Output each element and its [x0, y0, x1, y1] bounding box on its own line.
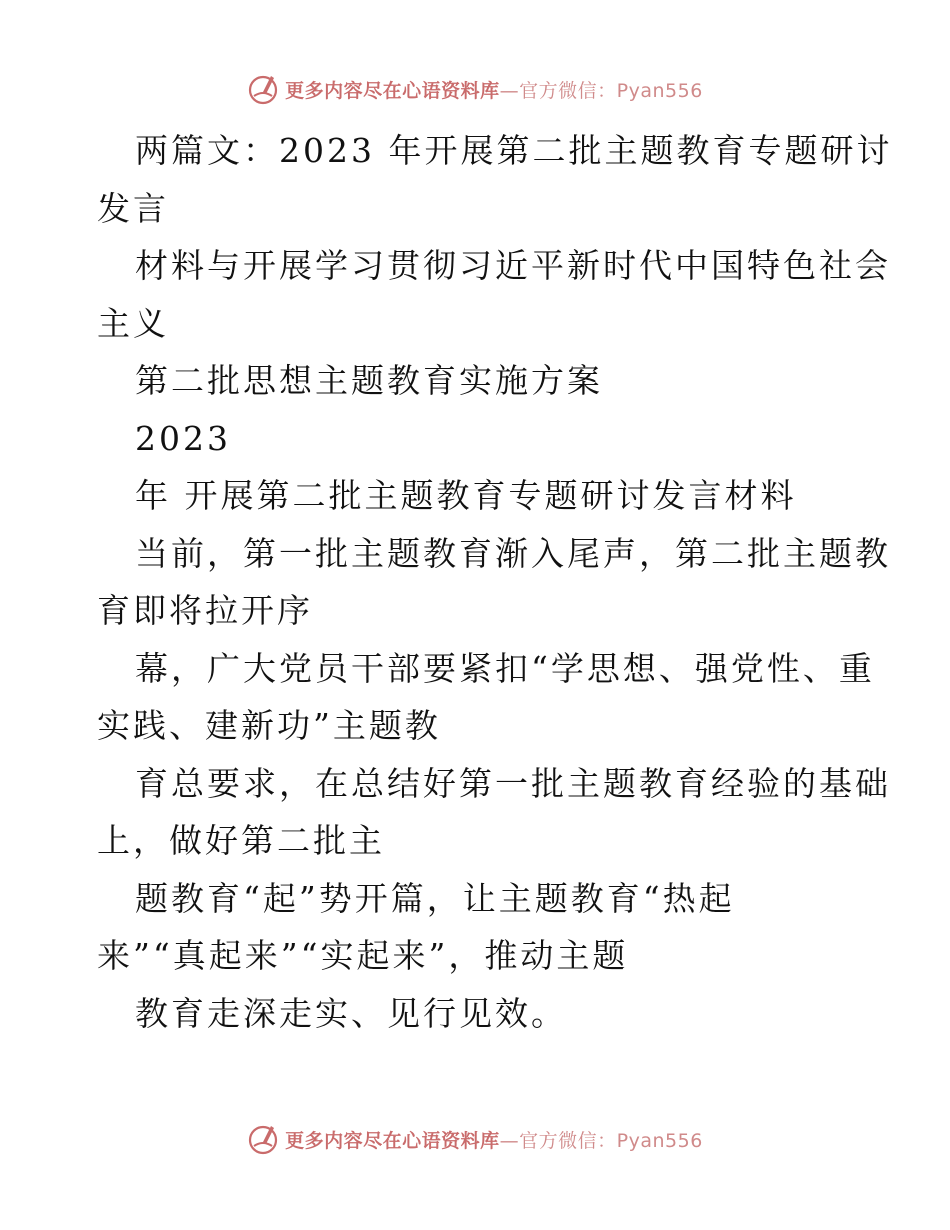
book-pen-logo-icon: [247, 1122, 279, 1156]
text-line: 当前，第一批主题教育渐入尾声，第二批主题教: [135, 533, 891, 573]
text-line: 第二批思想主题教育实施方案: [135, 361, 603, 400]
text-line: 2023: [135, 418, 231, 458]
watermark-text: 更多内容尽在心语资料库—官方微信：Pyan556: [285, 79, 703, 102]
text-line: 发言: [97, 188, 169, 228]
text-line: 材料与开展学习贯彻习近平新时代中国特色社会: [135, 246, 891, 285]
text-line: 育总要求，在总结好第一批主题教育经验的基础: [135, 763, 891, 803]
text-line: 题教育“起”势开篇，让主题教育“热起: [135, 878, 735, 918]
text-line: 幕，广大党员干部要紧扣“学思想、强党性、重: [135, 648, 875, 688]
text-line: 教育走深走实、见行见效。: [135, 993, 567, 1033]
header-watermark: [0, 72, 950, 106]
watermark-text: 更多内容尽在心语资料库—官方微信：Pyan556: [285, 1129, 703, 1152]
text-line: 实践、建新功”主题教: [97, 706, 441, 745]
text-line: 年 开展第二批主题教育专题研讨发言材料: [135, 476, 797, 515]
footer-watermark: [0, 1122, 950, 1156]
text-line: 来”“真起来”“实起来”，推动主题: [97, 936, 629, 975]
text-line: 两篇文：2023 年开展第二批主题教育专题研讨: [135, 131, 893, 170]
text-line: 主义: [97, 303, 169, 343]
book-pen-logo-icon: [247, 72, 279, 106]
text-line: 育即将拉开序: [97, 591, 313, 630]
document-body: [97, 122, 893, 1042]
text-line: 上，做好第二批主: [97, 821, 385, 860]
